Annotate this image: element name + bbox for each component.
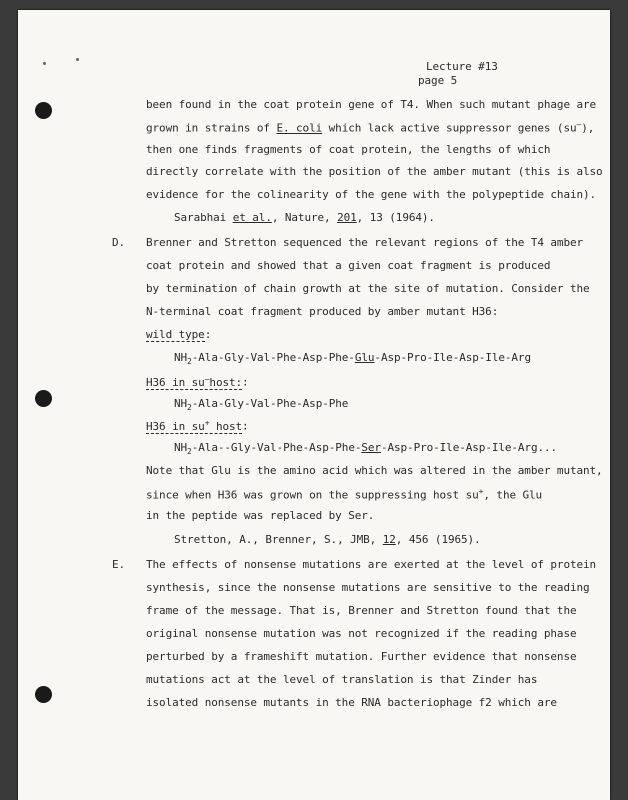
text-line: in the peptide was replaced by Ser. — [146, 509, 375, 522]
wild-type-sequence: $NH_2-Ala-Gly-Val-Phe-Asp-Phe-Glu-Asp-Pro-Ile-Asp-Ile$-Arg — [174, 351, 531, 367]
text-line: synthesis, since the nonsense mutations are sensitive to the reading — [146, 581, 590, 594]
page-number: page 5 — [418, 74, 458, 87]
section-label-e: E. — [112, 558, 126, 571]
text-line: grown in strains of E. coli which lack active suppressor genes (su–), — [146, 120, 595, 135]
section-label-d: D. — [112, 236, 126, 249]
text-line: The effects of nonsense mutations are exerted at the level of protein — [146, 558, 597, 571]
h36-su-plus-sequence: $NH_2-Ala--Gly-Val-Phe-Asp-Phe-Ser-Asp-Pro-Ile-Asp-Ile$-Arg... — [174, 441, 558, 457]
text-line: directly correlate with the position of the amber mutant (this is also — [146, 165, 603, 178]
text-line: then one finds fragments of coat protein, the lengths of which — [146, 143, 551, 156]
wild-type-label: wild type: — [146, 328, 212, 341]
h36-su-plus-label: H36 in su+ host: — [146, 418, 249, 433]
binder-hole — [35, 390, 52, 407]
lecture-number: Lecture #13 — [426, 60, 498, 73]
text-line: N-terminal coat fragment produced by amber mutant H36: — [146, 305, 499, 318]
text-line: perturbed by a frameshift mutation. Further evidence that nonsense — [146, 650, 577, 663]
citation: Stretton, A., Brenner, S., JMB, 12, 456 (1965). — [174, 533, 481, 546]
text-line: been found in the coat protein gene of T4. When such mutant phage are — [146, 98, 597, 111]
text-line: since when H36 was grown on the suppressing host su+, the Glu — [146, 487, 543, 502]
text-line: coat protein and showed that a given coat fragment is produced — [146, 259, 551, 272]
text-line: frame of the message. That is, Brenner and Stretton found that the — [146, 604, 577, 617]
binder-hole — [35, 686, 52, 703]
citation: Sarabhai et al., Nature, 201, 13 (1964). — [174, 211, 435, 224]
text-line: isolated nonsense mutants in the RNA bacteriophage f2 which are — [146, 696, 557, 709]
text-line: by termination of chain growth at the site of mutation. Consider the — [146, 282, 590, 295]
text-line: Brenner and Stretton sequenced the relevant regions of the T4 amber — [146, 236, 584, 249]
text-line: mutations act at the level of translation is that Zinder has — [146, 673, 538, 686]
text-line: original nonsense mutation was not recognized if the reading phase — [146, 627, 577, 640]
paper-speck — [76, 58, 79, 61]
document-page — [18, 10, 610, 800]
paper-speck — [43, 62, 46, 65]
binder-hole — [35, 102, 52, 119]
text-line: Note that Glu is the amino acid which was altered in the amber mutant, — [146, 464, 603, 477]
text-line: evidence for the colinearity of the gene with the polypeptide chain). — [146, 188, 597, 201]
h36-su-minus-label: H36 in su–host:: — [146, 374, 249, 389]
h36-su-minus-sequence: $NH_2-Ala-Gly-Val-Phe-Asp$-Phe — [174, 397, 349, 413]
